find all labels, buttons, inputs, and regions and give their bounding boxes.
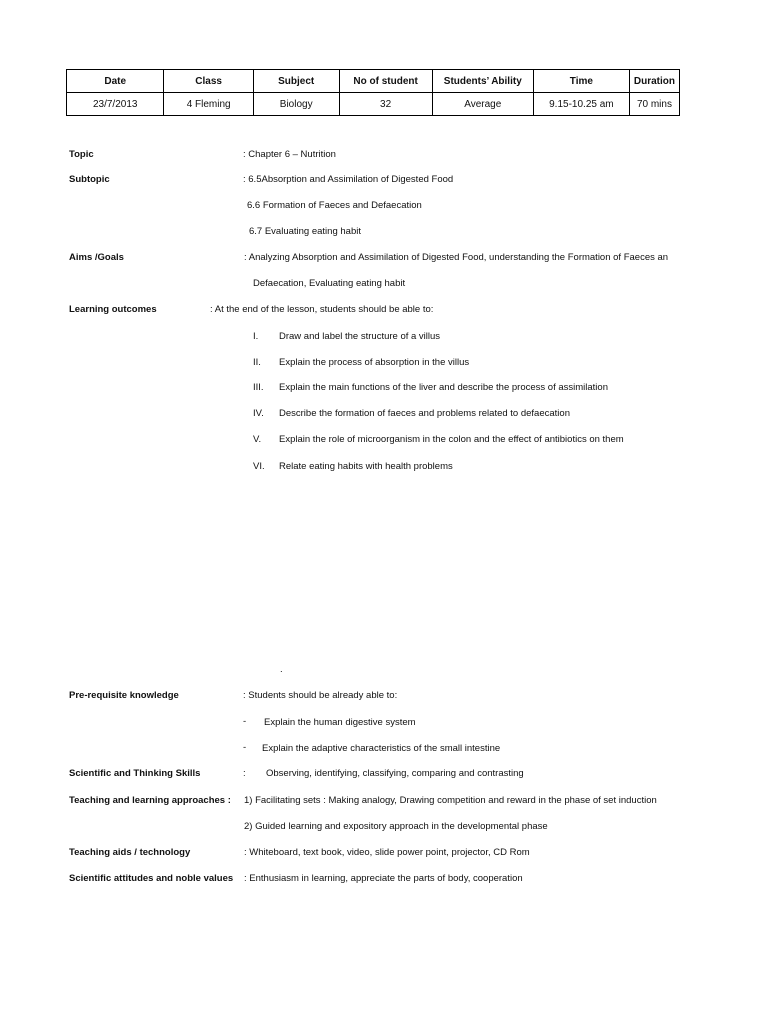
approach-item: 2) Guided learning and expository approach in the developmental phase [244, 821, 548, 832]
outcome-number: V. [253, 434, 262, 445]
table-header: No of student [339, 70, 432, 93]
stray-dot: . [280, 664, 283, 675]
outcome-text: Explain the process of absorption in the villus [279, 357, 470, 368]
table-header: Class [164, 70, 253, 93]
subtopic-line: : 6.5Absorption and Assimilation of Digested Food [243, 174, 454, 185]
table-cell: 4 Fleming [164, 93, 253, 116]
aims-line: : Analyzing Absorption and Assimilation of Digested Food, understanding the Formation of Faeces an [244, 252, 669, 263]
table-header: Subject [253, 70, 339, 93]
table-cell: 70 mins [629, 93, 679, 116]
learning-outcomes-intro: : At the end of the lesson, students should be able to: [210, 304, 434, 315]
aims-line: Defaecation, Evaluating eating habit [253, 278, 406, 289]
subtopic-label: Subtopic [69, 174, 110, 185]
outcome-text: Explain the role of microorganism in the colon and the effect of antibiotics on them [279, 434, 624, 445]
skills-colon: : [243, 768, 246, 779]
approaches-label: Teaching and learning approaches : [69, 795, 231, 806]
outcome-number: II. [253, 357, 261, 368]
bullet-dash: - [243, 716, 247, 727]
skills-value: Observing, identifying, classifying, comparing and contrasting [266, 768, 524, 779]
aims-label: Aims /Goals [69, 252, 124, 263]
approach-item: 1) Facilitating sets : Making analogy, Drawing competition and reward in the phase of set induction [244, 795, 657, 806]
outcome-number: IV. [253, 408, 264, 419]
table-cell: 23/7/2013 [67, 93, 164, 116]
learning-outcomes-label: Learning outcomes [69, 304, 157, 315]
table-header-row [67, 70, 680, 93]
table-header: Time [533, 70, 629, 93]
lesson-info-table [66, 69, 680, 116]
table-row [67, 93, 680, 116]
bullet-dash: - [243, 742, 247, 753]
values-label: Scientific attitudes and noble values [69, 873, 234, 884]
aids-value: : Whiteboard, text book, video, slide power point, projector, CD Rom [244, 847, 530, 858]
table-header: Students’ Ability [432, 70, 533, 93]
subtopic-line: 6.6 Formation of Faeces and Defaecation [247, 200, 422, 211]
table-cell: 32 [339, 93, 432, 116]
topic-label: Topic [69, 149, 94, 160]
subtopic-line: 6.7 Evaluating eating habit [249, 226, 361, 237]
prerequisite-item: Explain the human digestive system [264, 717, 416, 728]
table-cell: Biology [253, 93, 339, 116]
outcome-text: Relate eating habits with health problems [279, 461, 453, 472]
table-header: Duration [629, 70, 679, 93]
skills-label: Scientific and Thinking Skills [69, 768, 201, 779]
aids-label: Teaching aids / technology [69, 847, 191, 858]
outcome-number: VI. [253, 461, 265, 472]
prerequisite-intro: : Students should be already able to: [243, 690, 398, 701]
prerequisite-label: Pre-requisite knowledge [69, 690, 179, 701]
table-header: Date [67, 70, 164, 93]
outcome-text: Describe the formation of faeces and problems related to defaecation [279, 408, 570, 419]
table-cell: Average [432, 93, 533, 116]
outcome-text: Explain the main functions of the liver and describe the process of assimilation [279, 382, 608, 393]
outcome-number: III. [253, 382, 264, 393]
prerequisite-item: Explain the adaptive characteristics of the small intestine [262, 743, 501, 754]
outcome-number: I. [253, 331, 259, 342]
table-cell: 9.15-10.25 am [533, 93, 629, 116]
topic-value: : Chapter 6 – Nutrition [243, 149, 336, 160]
values-value: : Enthusiasm in learning, appreciate the parts of body, cooperation [244, 873, 523, 884]
outcome-text: Draw and label the structure of a villus [279, 331, 441, 342]
